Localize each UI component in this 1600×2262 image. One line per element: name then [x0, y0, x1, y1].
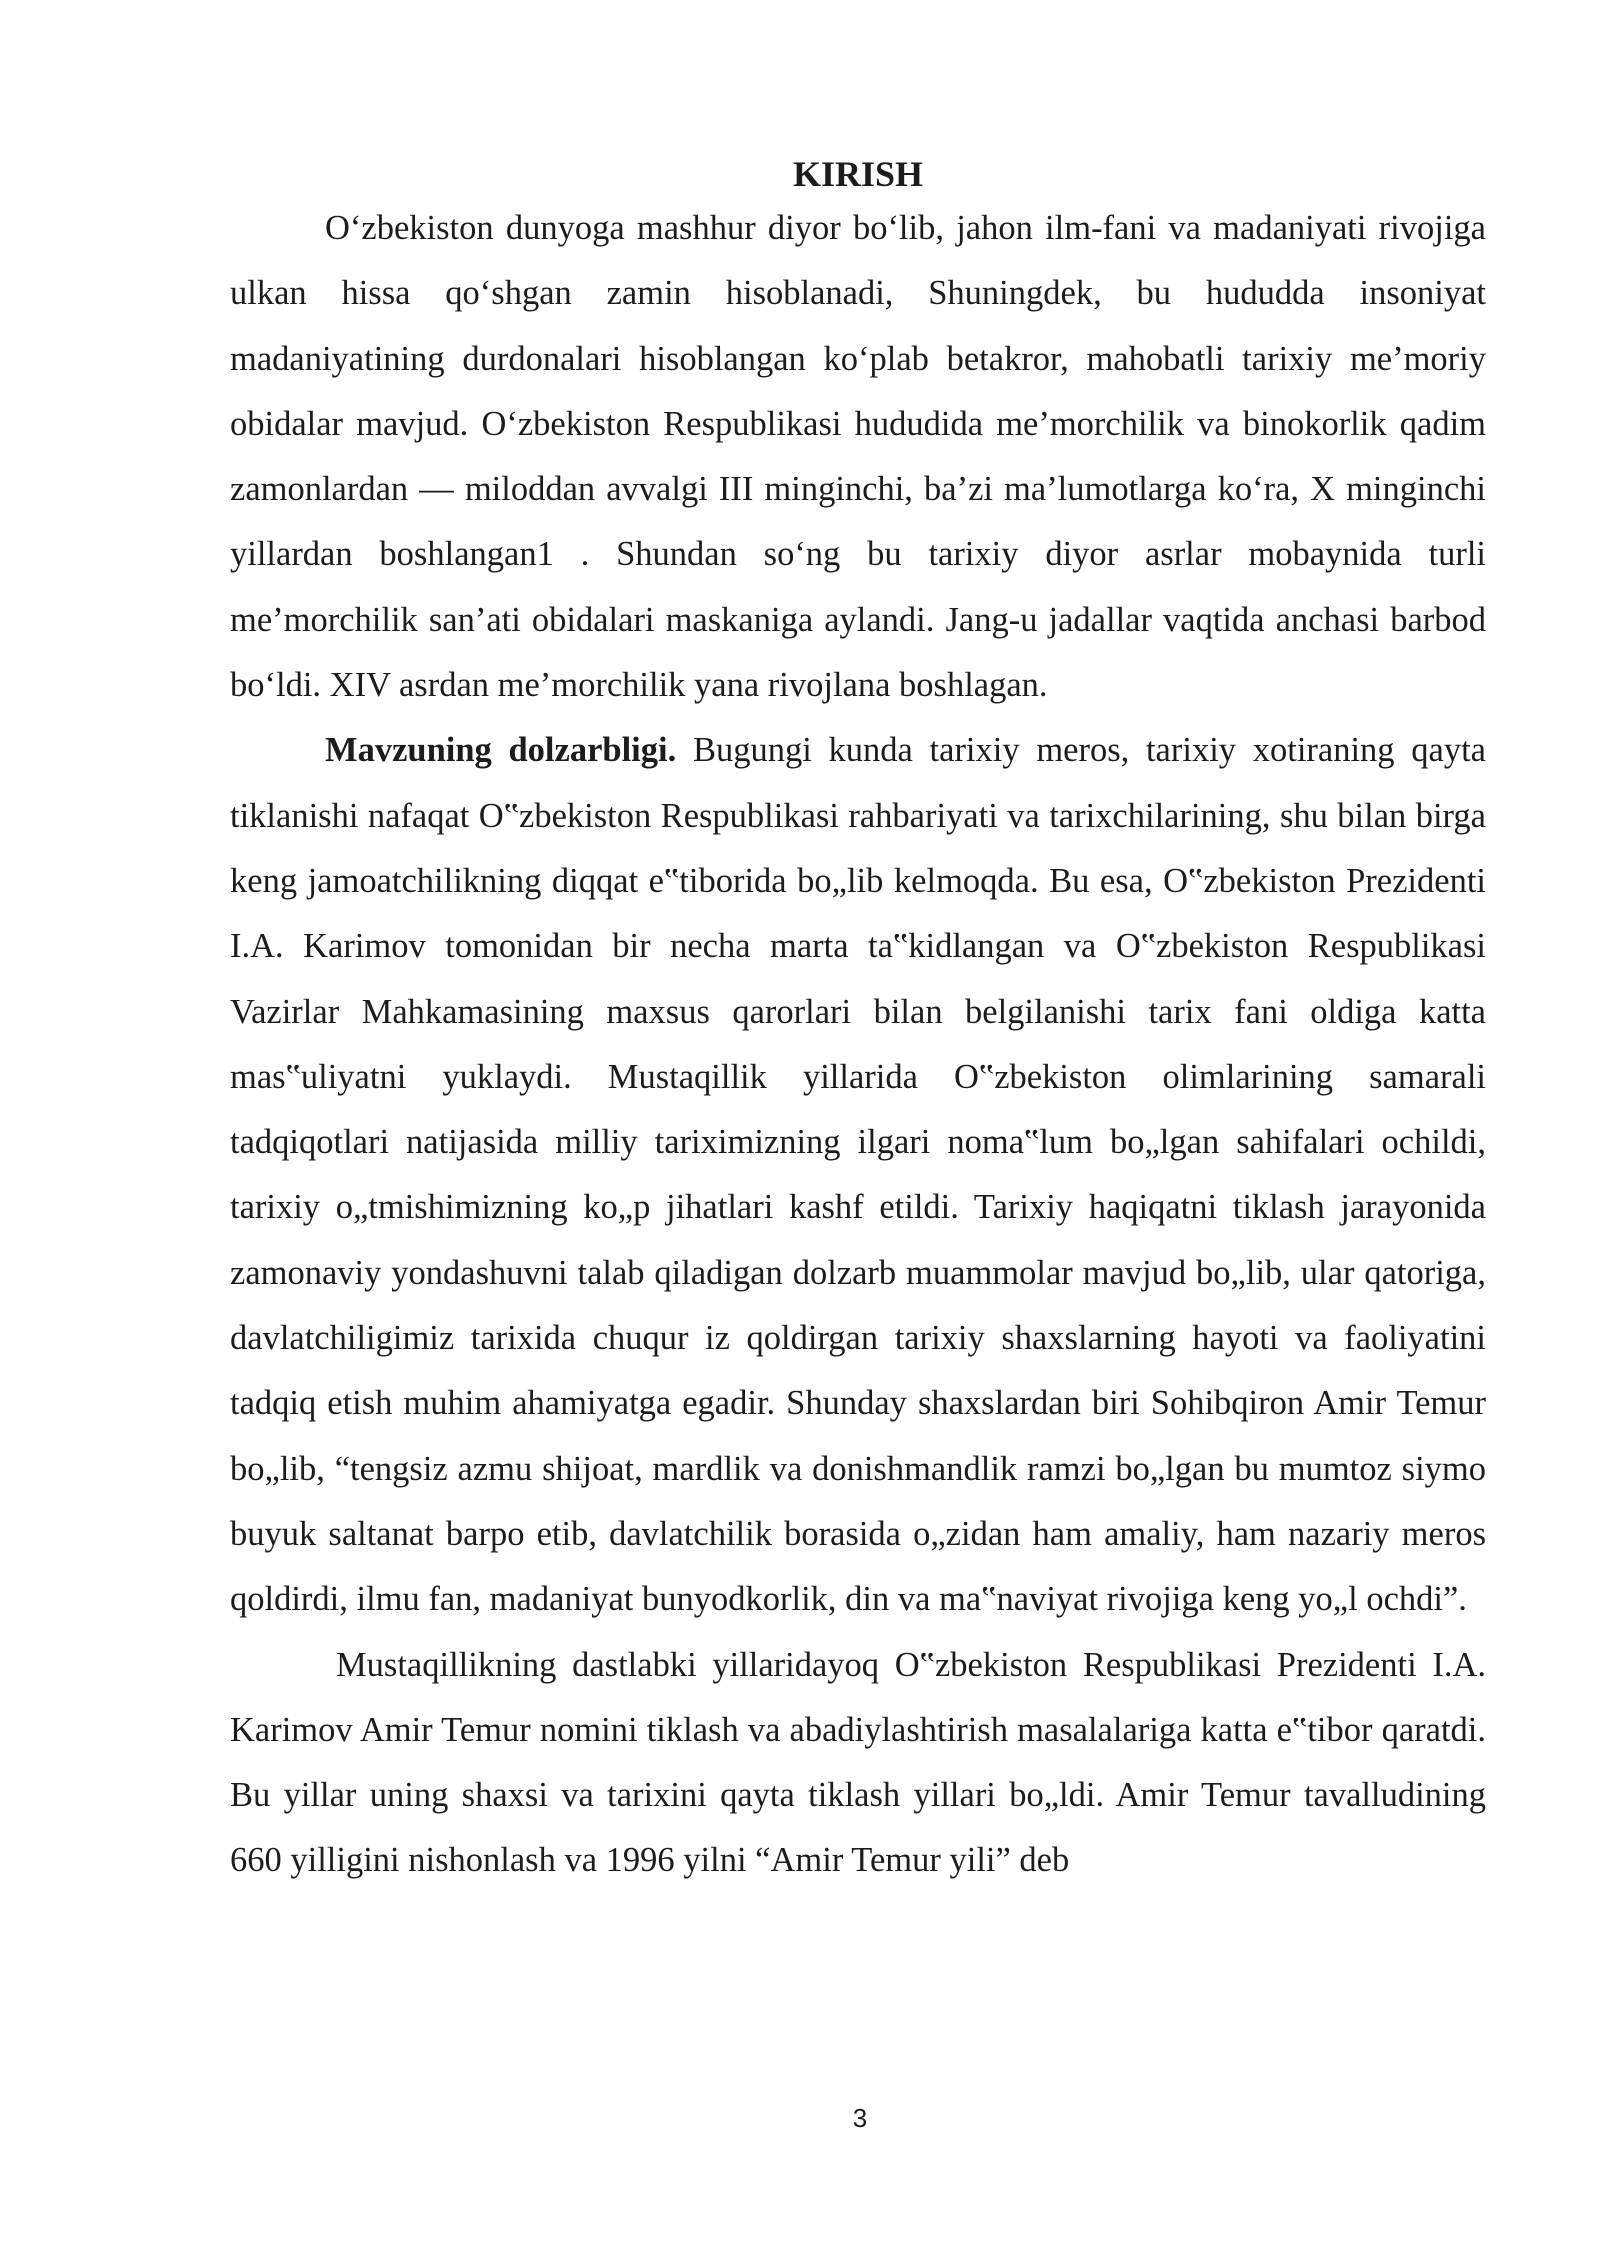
- body-text: [230, 196, 1486, 1894]
- paragraph-independence-text: Mustaqillikning dastlabki yillaridayoq O‟zbekiston Respublikasi Prezidenti I.A. Karimov Amir Temur nomini tiklash va abadiylashtirish masalalariga katta e‟tibor qaratdi. Bu yillar uning shaxsi va tarixini qayta tiklash yillari bo„ldi. Amir Temur tavalludining 660 yilligini nishonlash va 1996 yilni “Amir Temur yili” deb: [230, 1645, 1486, 1880]
- paragraph-intro: [230, 196, 1486, 718]
- paragraph-relevance-text: Bugungi kunda tarixiy meros, tarixiy xotiraning qayta tiklanishi nafaqat O‟zbekiston Respublikasi rahbariyati va tarixchilarining, shu bilan birga keng jamoatchilikning diqqat e‟tiborida bo„lib kelmoqda. Bu esa, O‟zbekiston Prezidenti I.A. Karimov tomonidan bir necha marta ta‟kidlangan va O‟zbekiston Respublikasi Vazirlar Mahkamasining maxsus qarorlari bilan belgilanishi tarix fani oldiga katta mas‟uliyatni yuklaydi. Mustaqillik yillarida O‟zbekiston olimlarining samarali tadqiqotlari natijasida milliy tariximizning ilgari noma‟lum bo„lgan sahifalari ochildi, tarixiy o„tmishimizning ko„p jihatlari kashf etildi. Tarixiy haqiqatni tiklash jarayonida zamonaviy yondashuvni talab qiladigan dolzarb muammolar mavjud bo„lib, ular qatoriga, davlatchiligimiz tarixida chuqur iz qoldirgan tarixiy shaxslarning hayoti va faoliyatini tadqiq etish muhim ahamiyatga egadir. Shunday shaxslardan biri Sohibqiron Amir Temur bo„lib, “tengsiz azmu shijoat, mardlik va donishmandlik ramzi bo„lgan bu mumtoz siymo buyuk saltanat barpo etib, davlatchilik borasida o„zidan ham amaliy, ham nazariy meros qoldirdi, ilmu fan, madaniyat bunyodkorlik, din va ma‟naviyat rivojiga keng yo„l ochdi”.: [230, 731, 1486, 1619]
- paragraph-independence: [230, 1633, 1486, 1894]
- paragraph-intro-text: O‘zbekiston dunyoga mashhur diyor bo‘lib, jahon ilm-fani va madaniyati rivojiga ulkan hissa qo‘shgan zamin hisoblanadi, Shuningdek, bu hududda insoniyat madaniyatining durdonalari hisoblangan ko‘plab betakror, mahobatli tarixiy me’moriy obidalar mavjud. O‘zbekiston Respublikasi hududida me’morchilik va binokorlik qadim zamonlardan — miloddan avvalgi III minginchi, ba’zi ma’lumotlarga ko‘ra, X minginchi yillardan boshlangan1 . Shundan so‘ng bu tarixiy diyor asrlar mobaynida turli me’morchilik san’ati obidalari maskaniga aylandi. Jang-u jadallar vaqtida anchasi barbod bo‘ldi. XIV asrdan me’morchilik yana rivojlana boshlagan.: [230, 209, 1486, 705]
- paragraph-relevance-lead: Mavzuning dolzarbligi.: [325, 731, 677, 770]
- section-heading: KIRISH: [792, 154, 924, 194]
- paragraph-relevance: [230, 718, 1486, 1632]
- page-number: 3: [852, 2103, 868, 2133]
